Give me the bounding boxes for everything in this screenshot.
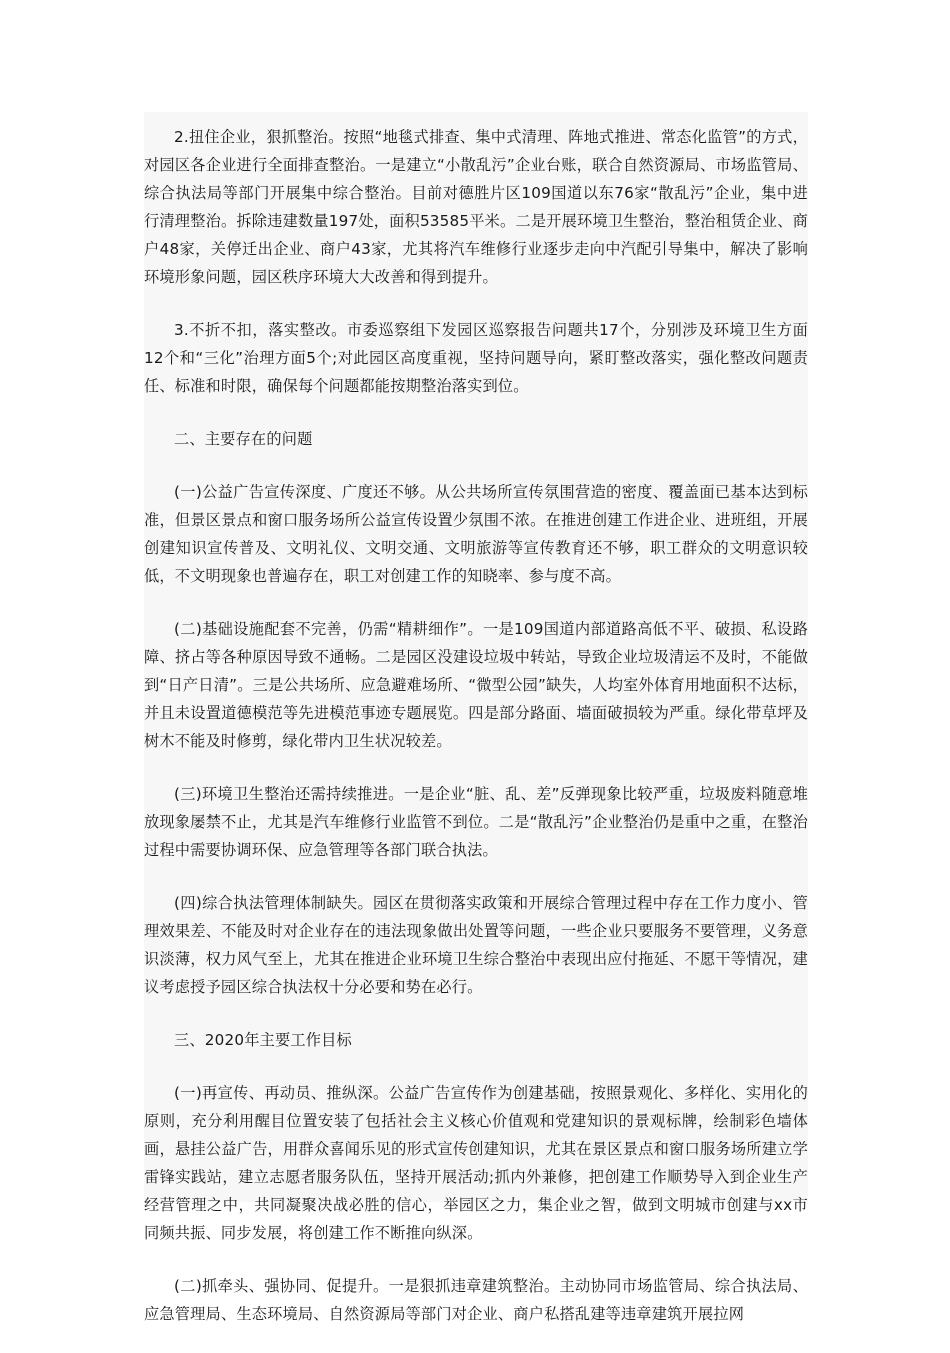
paragraph-goal-coordination: (二)抓牵头、强协同、促提升。一是狠抓违章建筑整治。主动协同市场监管局、综合执法局、应急管理局、生态环境局、自然资源局等部门对企业、商户私搭乱建等违章建筑开展拉网	[144, 1277, 808, 1323]
paragraph-enterprise-rectification: 2.扭住企业，狠抓整治。按照“地毯式排查、集中式清理、阵地式推进、常态化监管”的方式，对园区各企业进行全面排查整治。一是建立“小散乱污”企业台账，联合自然资源局、市场监管局、综合执法局等部门开展集中综合整治。目前对德胜片区109国道以东76家“散乱污”企业，集中进行清理整治。拆除违建数量197处，面积53585平米。二是开展环境卫生整治，整治租赁企业、商户48家，关停迁出企业、商户43家，尤其将汽车维修行业逐步走向中汽配引导集中，解决了影响环境形象问题，园区秩序环境大大改善和得到提升。	[144, 128, 808, 286]
paragraph-problem-infrastructure: (二)基础设施配套不完善，仍需“精耕细作”。一是109国道内部道路高低不平、破损、私设路障、挤占等各种原因导致不通畅。二是园区没建设垃圾中转站，导致企业垃圾清运不及时，不能做到“日产日清”。三是公共场所、应急避难场所、“微型公园”缺失，人均室外体育用地面积不达标，并且未设置道德模范等先进模范事迹专题展览。四是部分路面、墙面破损较为严重。绿化带草坪及树木不能及时修剪，绿化带内卫生状况较差。	[144, 620, 808, 750]
paragraph-goal-publicity: (一)再宣传、再动员、推纵深。公益广告宣传作为创建基础，按照景观化、多样化、实用化的原则，充分利用醒目位置安装了包括社会主义核心价值观和党建知识的景观标牌，绘制彩色墙体画，悬挂公益广告，用群众喜闻乐见的形式宣传创建知识，尤其在景区景点和窗口服务场所建立学雷锋实践站，建立志愿者服务队伍，坚持开展活动;抓内外兼修，把创建工作顺势导入到企业生产经营管理之中，共同凝聚决战必胜的信心，举园区之力，集企业之智，做到文明城市创建与xx市同频共振、同步发展，将创建工作不断推向纵深。	[144, 1084, 808, 1242]
paragraph-problem-enforcement: (四)综合执法管理体制缺失。园区在贯彻落实政策和开展综合管理过程中存在工作力度小、管理效果差、不能及时对企业存在的违法现象做出处置等问题，一些企业只要服务不要管理，义务意识淡薄，权力风气至上，尤其在推进企业环境卫生综合整治中表现出应付拖延、不愿干等情况，建议考虑授予园区综合执法权十分必要和势在必行。	[144, 894, 808, 996]
section-heading-2020-goals: 三、2020年主要工作目标	[174, 1031, 352, 1049]
section-heading-main-problems: 二、主要存在的问题	[174, 430, 313, 448]
paragraph-rectification-implementation: 3.不折不扣，落实整改。市委巡察组下发园区巡察报告问题共17个，分别涉及环境卫生方面12个和“三化”治理方面5个;对此园区高度重视，坚持问题导向，紧盯整改落实，强化整改问题责任、标准和时限，确保每个问题都能按期整治落实到位。	[144, 321, 808, 395]
paragraph-problem-publicity: (一)公益广告宣传深度、广度还不够。从公共场所宣传氛围营造的密度、覆盖面已基本达到标准，但景区景点和窗口服务场所公益宣传设置少氛围不浓。在推进创建工作进企业、进班组，开展创建知识宣传普及、文明礼仪、文明交通、文明旅游等宣传教育还不够，职工群众的文明意识较低，不文明现象也普遍存在，职工对创建工作的知晓率、参与度不高。	[144, 483, 808, 585]
paragraph-problem-sanitation: (三)环境卫生整治还需持续推进。一是企业“脏、乱、差”反弹现象比较严重，垃圾废料随意堆放现象屡禁不止，尤其是汽车维修行业监管不到位。二是“散乱污”企业整治仍是重中之重，在整治过程中需要协调环保、应急管理等各部门联合执法。	[144, 785, 808, 859]
document-body	[144, 123, 808, 1353]
